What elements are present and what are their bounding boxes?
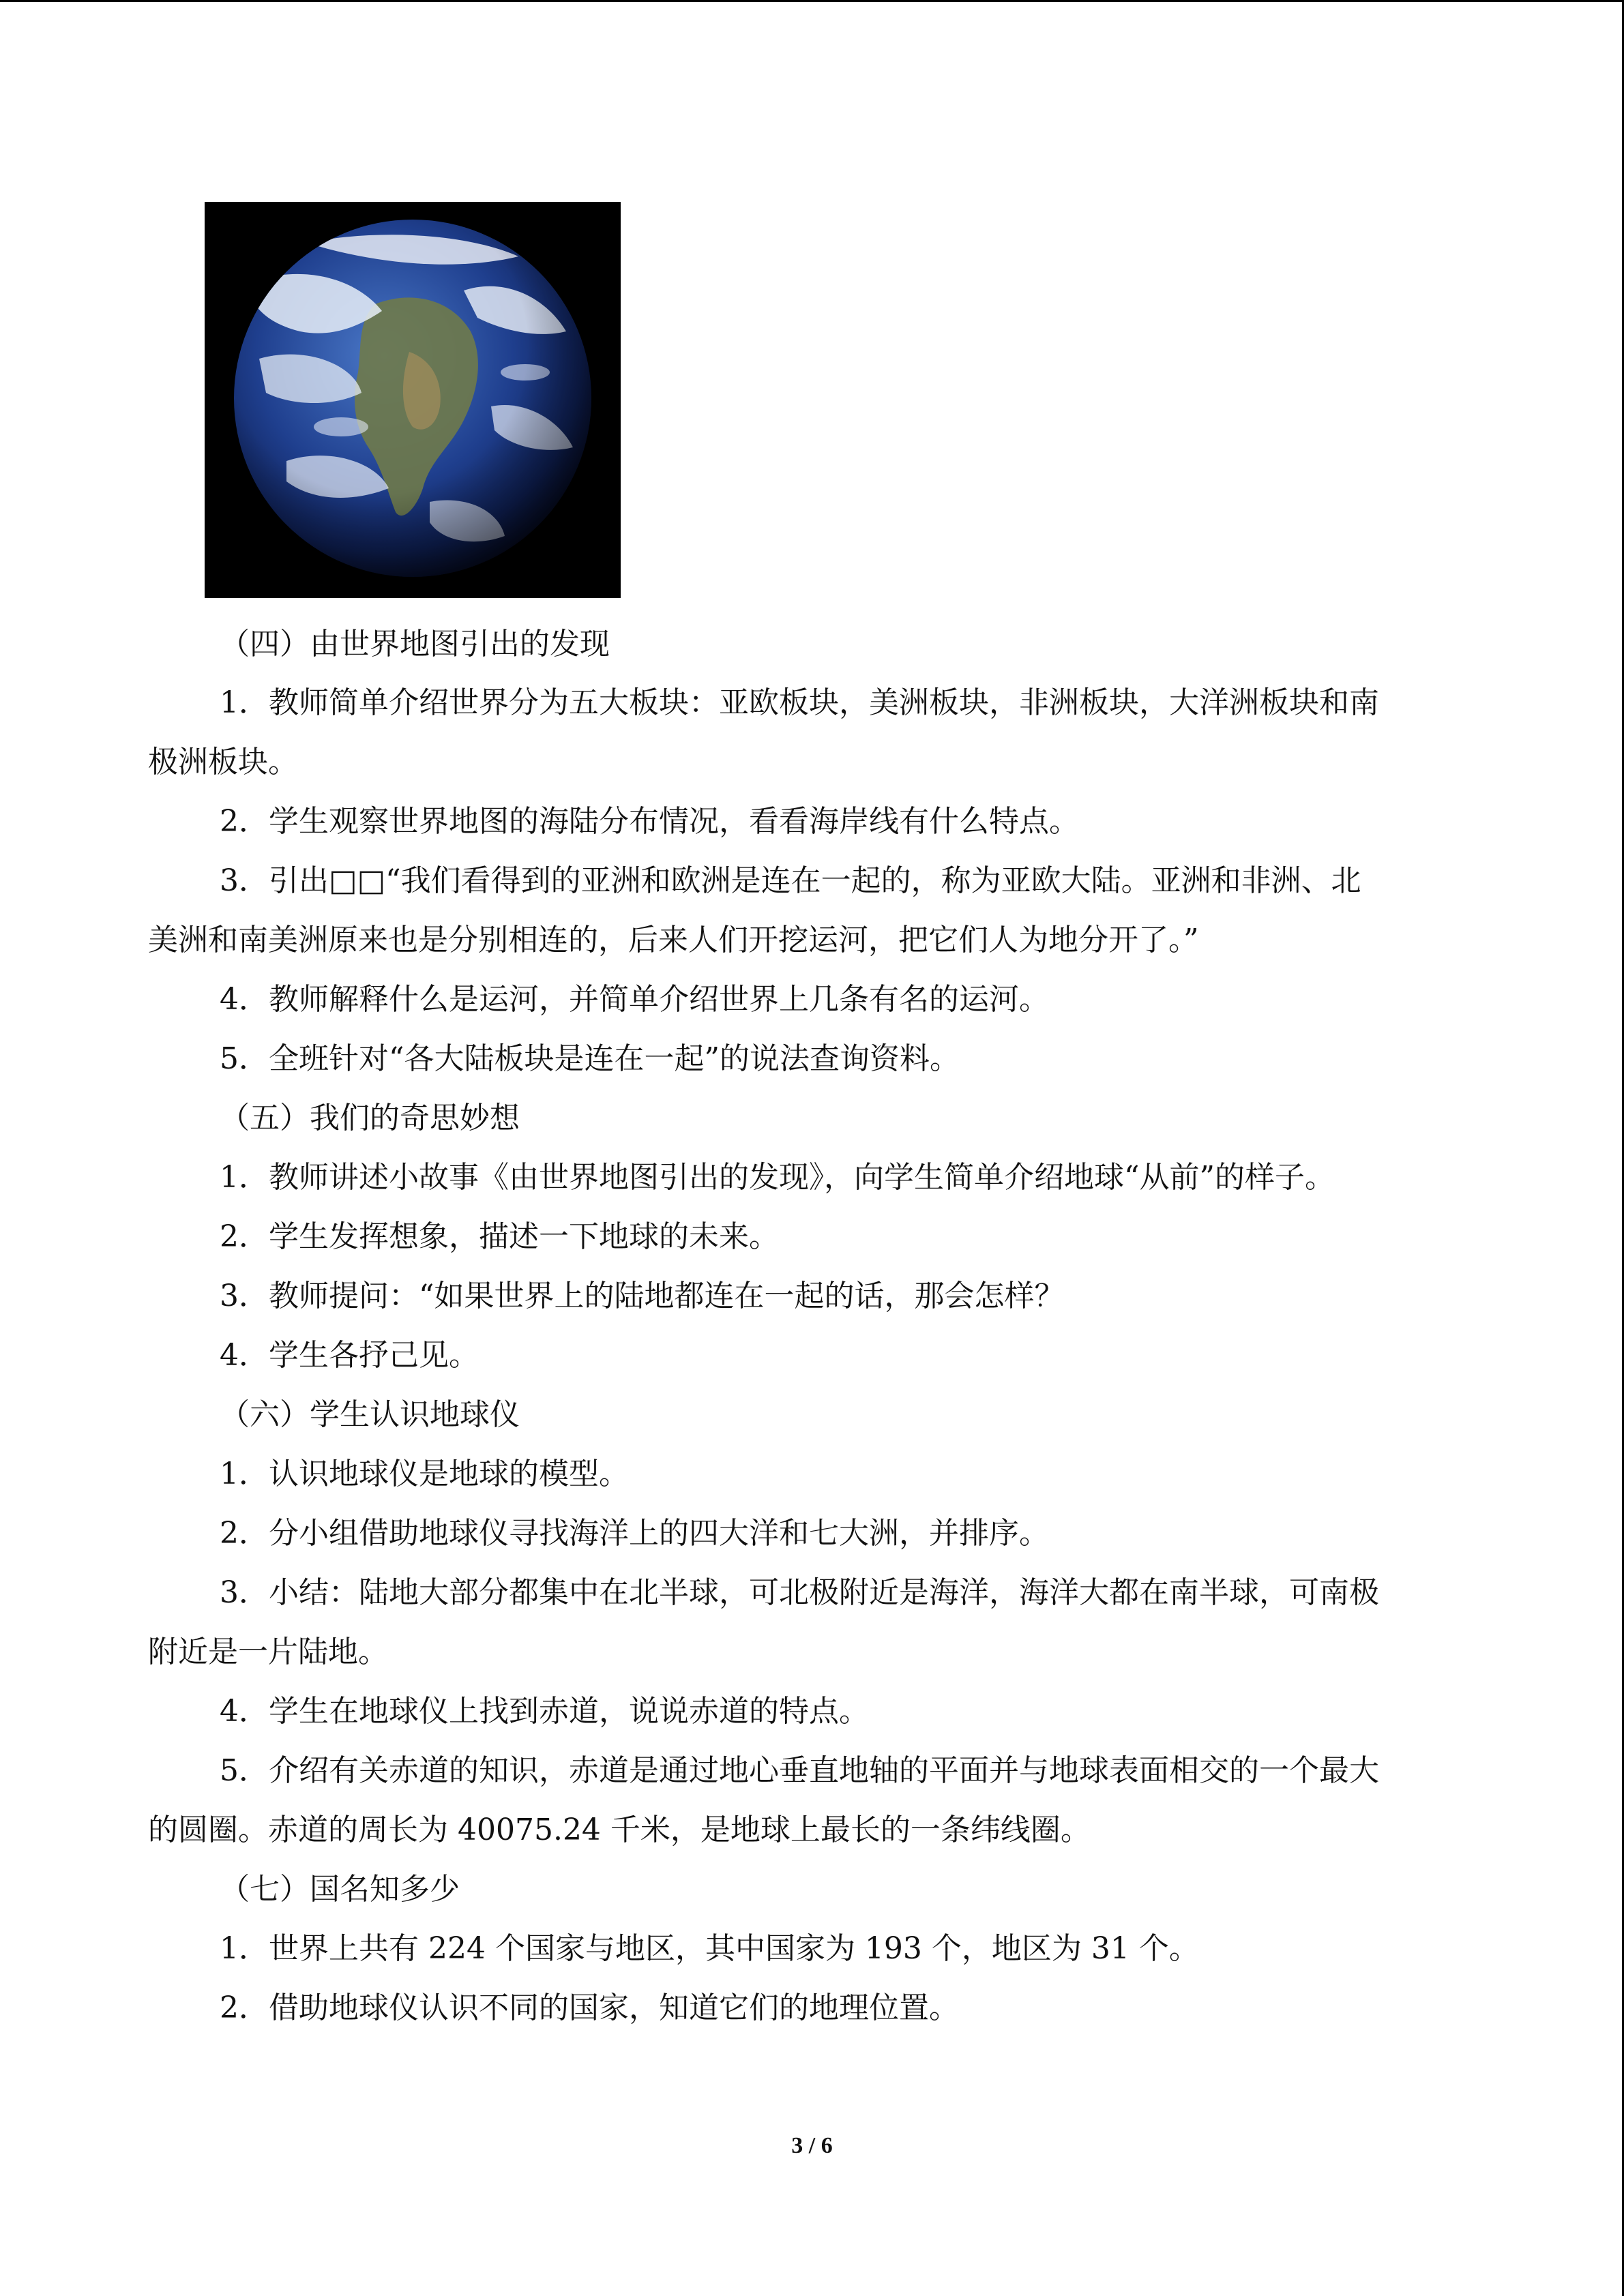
paragraph-line: 4．学生各抒己见。 <box>220 1338 479 1373</box>
paragraph-line: 2．学生观察世界地图的海陆分布情况，看看海岸线有什么特点。 <box>220 804 1079 839</box>
paragraph-line: 3．小结：陆地大部分都集中在北半球，可北极附近是海洋，海洋大都在南半球，可南极 <box>220 1575 1379 1610</box>
page-number: 3 / 6 <box>791 2133 833 2158</box>
paragraph-line: 3．引出□□“我们看得到的亚洲和欧洲是连在一起的，称为亚欧大陆。亚洲和非洲、北 <box>220 863 1361 898</box>
section-heading-4: （四）由世界地图引出的发现 <box>220 627 610 661</box>
paragraph-line: 3．教师提问：“如果世界上的陆地都连在一起的话，那会怎样？ <box>220 1279 1065 1313</box>
top-border-rule <box>0 0 1624 2</box>
paragraph-line: 极洲板块。 <box>148 745 298 779</box>
section-heading-6: （六）学生认识地球仪 <box>220 1397 520 1432</box>
paragraph-line: 2．借助地球仪认识不同的国家，知道它们的地理位置。 <box>220 1991 959 2025</box>
paragraph-line: 2．分小组借助地球仪寻找海洋上的四大洋和七大洲，并排序。 <box>220 1516 1049 1551</box>
paragraph-line: 1．世界上共有 224 个国家与地区，其中国家为 193 个，地区为 31 个。 <box>220 1931 1199 1966</box>
paragraph-line: 附近是一片陆地。 <box>148 1635 388 1669</box>
paragraph-line: 5．介绍有关赤道的知识，赤道是通过地心垂直地轴的平面并与地球表面相交的一个最大 <box>220 1753 1379 1788</box>
earth-globe-image <box>205 202 621 598</box>
paragraph-line: 1．教师简单介绍世界分为五大板块：亚欧板块，美洲板块，非洲板块，大洋洲板块和南 <box>220 685 1379 720</box>
paragraph-line: 5．全班针对“各大陆板块是连在一起”的说法查询资料。 <box>220 1041 960 1076</box>
paragraph-line: 4．教师解释什么是运河，并简单介绍世界上几条有名的运河。 <box>220 982 1049 1017</box>
section-heading-5: （五）我们的奇思妙想 <box>220 1101 520 1135</box>
paragraph-line: 2．学生发挥想象，描述一下地球的未来。 <box>220 1219 779 1254</box>
paragraph-line: 1．教师讲述小故事《由世界地图引出的发现》，向学生简单介绍地球“从前”的样子。 <box>220 1160 1335 1195</box>
paragraph-line: 4．学生在地球仪上找到赤道，说说赤道的特点。 <box>220 1694 869 1729</box>
paragraph-line: 的圆圈。赤道的周长为 40075.24 千米，是地球上最长的一条纬线圈。 <box>148 1813 1091 1847</box>
paragraph-line: 美洲和南美洲原来也是分别相连的，后来人们开挖运河，把它们人为地分开了。” <box>148 923 1199 957</box>
paragraph-line: 1．认识地球仪是地球的模型。 <box>220 1457 629 1491</box>
earth-photo <box>205 202 621 598</box>
section-heading-7: （七）国名知多少 <box>220 1872 460 1907</box>
